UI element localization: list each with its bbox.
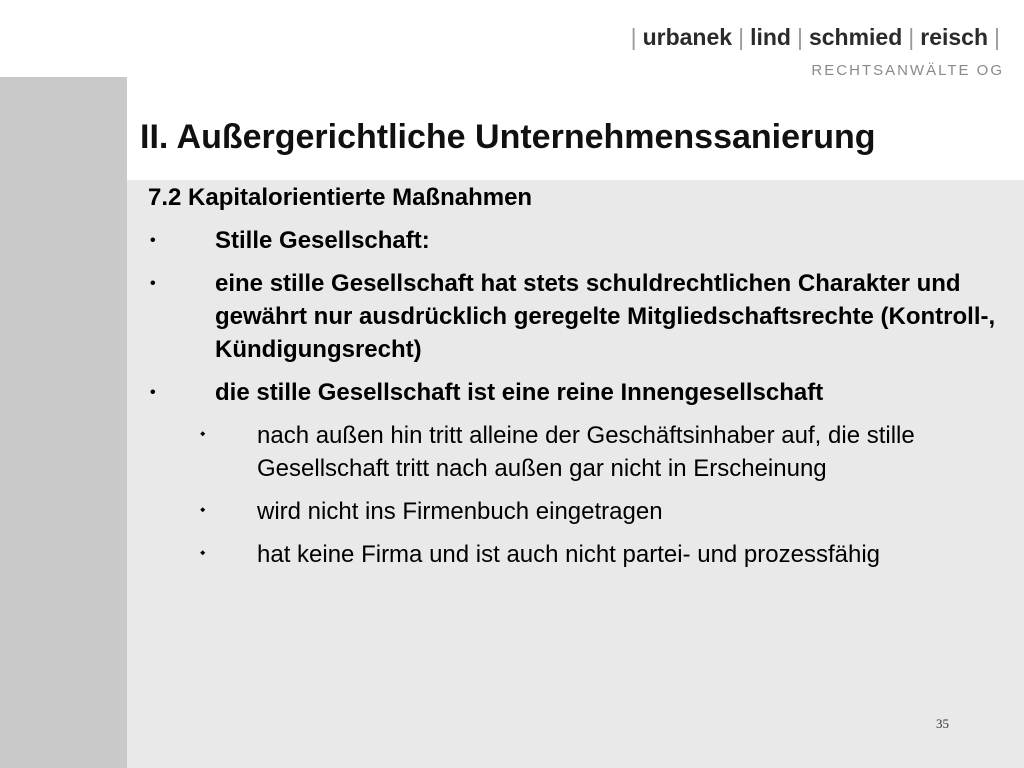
slide-content — [145, 182, 1015, 581]
logo-separator: | — [630, 24, 637, 50]
slide-title: II. Außergerichtliche Unternehmenssanierung — [140, 118, 876, 156]
side-stripe — [0, 77, 127, 768]
logo-separator: | — [908, 24, 915, 50]
bullet-marker: • — [150, 275, 156, 292]
logo-name-lind: lind — [750, 24, 791, 50]
logo-name-reisch: reisch — [920, 24, 989, 50]
diamond-bullet-icon: ⬩ — [200, 425, 206, 442]
bullet-marker: • — [150, 232, 156, 249]
bullet-text: die stille Gesellschaft ist eine reine Innengesellschaft — [215, 379, 824, 406]
sub-bullet-text: wird nicht ins Firmenbuch eingetragen — [257, 498, 663, 525]
bullet-marker: • — [150, 384, 156, 401]
firm-logo — [625, 24, 1006, 51]
sub-bullet-item — [145, 419, 1015, 485]
sub-bullet-text: nach außen hin tritt alleine der Geschäftsinhaber auf, die stille Gesellschaft tritt nach außen gar nicht in Erscheinung — [257, 422, 915, 482]
section-heading: 7.2 Kapitalorientierte Maßnahmen — [148, 184, 533, 211]
bullet-item — [145, 267, 1015, 366]
sub-bullet-text: hat keine Firma und ist auch nicht partei- und prozessfähig — [257, 541, 881, 568]
logo-name-schmied: schmied — [808, 24, 903, 50]
logo-name-urbanek: urbanek — [642, 24, 733, 50]
logo-separator: | — [738, 24, 745, 50]
bullet-item — [145, 376, 1015, 409]
firm-subtitle: RECHTSANWÄLTE OG — [811, 62, 1004, 79]
sub-bullet-item — [145, 538, 1015, 571]
logo-separator: | — [796, 24, 803, 50]
bullet-item — [145, 224, 1015, 257]
bullet-text: Stille Gesellschaft: — [215, 227, 430, 254]
sub-bullet-item — [145, 495, 1015, 528]
logo-separator: | — [994, 24, 1000, 50]
diamond-bullet-icon: ⬩ — [200, 544, 206, 561]
page-number: 35 — [936, 716, 949, 731]
diamond-bullet-icon: ⬩ — [200, 501, 206, 518]
bullet-text: eine stille Gesellschaft hat stets schuldrechtlichen Charakter und gewährt nur ausdrücklich geregelte Mitgliedschaftsrechte (Kontroll-, Kündigungsrecht) — [215, 270, 996, 363]
